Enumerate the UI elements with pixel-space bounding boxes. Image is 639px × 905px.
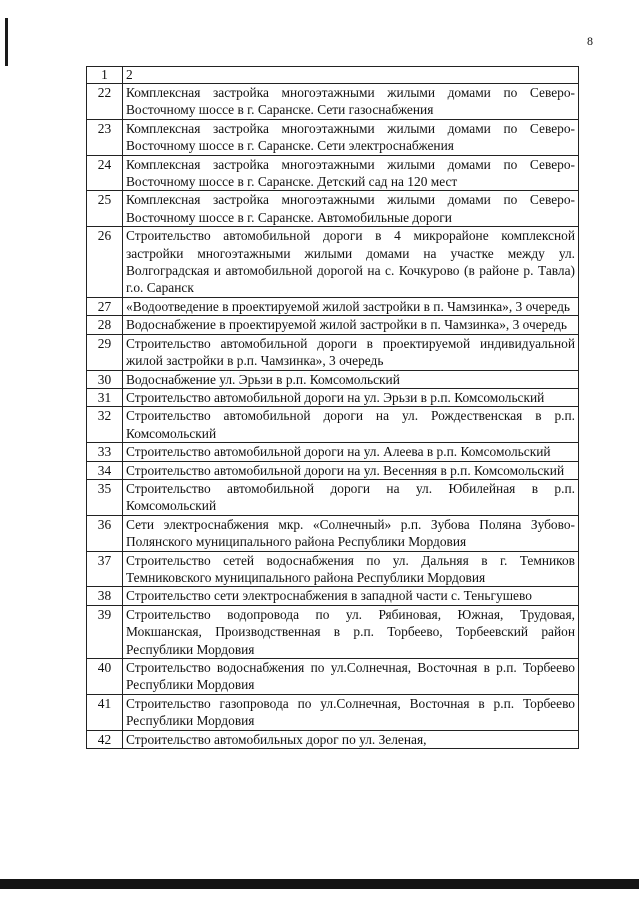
table-row (87, 119, 579, 155)
row-description: Водоснабжение в проектируемой жилой застройки в п. Чамзинка», 3 очередь (123, 316, 579, 334)
row-description: Сети электроснабжения мкр. «Солнечный» р.п. Зубова Поляна Зубово-Полянского муниципального района Республики Мордовия (123, 515, 579, 551)
row-description: Строительство автомобильной дороги в 4 микрорайоне комплексной застройки многоэтажными жилыми домами на участке между ул. Волгоградская и автомобильной дорогой на с. Кочкурово (в районе р. Тавла) г.о. Саранск (123, 227, 579, 298)
row-number: 37 (87, 551, 123, 587)
table-row (87, 297, 579, 315)
table-row (87, 227, 579, 298)
row-number: 36 (87, 515, 123, 551)
row-description: Водоснабжение ул. Эрьзи в р.п. Комсомольский (123, 370, 579, 388)
row-number: 29 (87, 334, 123, 370)
row-number: 24 (87, 155, 123, 191)
scan-edge-mark (5, 18, 8, 66)
row-number: 39 (87, 605, 123, 658)
row-description: Строительство автомобильных дорог по ул. Зеленая, (123, 730, 579, 748)
row-number: 38 (87, 587, 123, 605)
row-number: 34 (87, 461, 123, 479)
row-number: 27 (87, 297, 123, 315)
table-row (87, 659, 579, 695)
table-row (87, 551, 579, 587)
table-row (87, 515, 579, 551)
table-row (87, 461, 579, 479)
row-description: Строительство автомобильной дороги на ул. Эрьзи в р.п. Комсомольский (123, 388, 579, 406)
row-description: Комплексная застройка многоэтажными жилыми домами по Северо-Восточному шоссе в г. Саранске. Сети электроснабжения (123, 119, 579, 155)
table-row (87, 84, 579, 120)
table-row (87, 730, 579, 748)
row-number: 28 (87, 316, 123, 334)
scan-bottom-bar (0, 879, 639, 889)
row-description: Строительство водопровода по ул. Рябиновая, Южная, Трудовая, Мокшанская, Производственная в р.п. Торбеево, Торбеевский район Республики Мордовия (123, 605, 579, 658)
row-description: Комплексная застройка многоэтажными жилыми домами по Северо-Восточному шоссе в г. Саранске. Автомобильные дороги (123, 191, 579, 227)
table-row (87, 479, 579, 515)
row-number: 31 (87, 388, 123, 406)
row-description: Строительство газопровода по ул.Солнечная, Восточная в р.п. Торбеево Республики Мордовия (123, 694, 579, 730)
row-number: 26 (87, 227, 123, 298)
projects-table (86, 66, 579, 749)
row-description: Строительство автомобильной дороги на ул. Алеева в р.п. Комсомольский (123, 443, 579, 461)
table-header-row (87, 67, 579, 84)
row-description: Строительство сетей водоснабжения по ул. Дальняя в г. Темников Темниковского муниципального района Республики Мордовия (123, 551, 579, 587)
row-number: 41 (87, 694, 123, 730)
table-row (87, 334, 579, 370)
table-row (87, 605, 579, 658)
row-description: Строительство водоснабжения по ул.Солнечная, Восточная в р.п. Торбеево Республики Мордовия (123, 659, 579, 695)
table-row (87, 587, 579, 605)
row-number: 22 (87, 84, 123, 120)
row-description: Строительство автомобильной дороги на ул. Весенняя в р.п. Комсомольский (123, 461, 579, 479)
row-number: 23 (87, 119, 123, 155)
row-number: 40 (87, 659, 123, 695)
row-description: Строительство сети электроснабжения в западной части с. Теньгушево (123, 587, 579, 605)
row-number: 32 (87, 407, 123, 443)
table-row (87, 316, 579, 334)
row-number: 42 (87, 730, 123, 748)
row-description: Комплексная застройка многоэтажными жилыми домами по Северо-Восточному шоссе в г. Саранске. Детский сад на 120 мест (123, 155, 579, 191)
table-row (87, 370, 579, 388)
row-number: 30 (87, 370, 123, 388)
header-col-2: 2 (123, 67, 579, 84)
row-description: Комплексная застройка многоэтажными жилыми домами по Северо-Восточному шоссе в г. Саранске. Сети газоснабжения (123, 84, 579, 120)
page-number: 8 (587, 34, 593, 48)
table-row (87, 443, 579, 461)
table-row (87, 388, 579, 406)
row-description: Строительство автомобильной дороги на ул. Юбилейная в р.п. Комсомольский (123, 479, 579, 515)
row-description: Строительство автомобильной дороги на ул. Рождественская в р.п. Комсомольский (123, 407, 579, 443)
table-row (87, 155, 579, 191)
row-number: 25 (87, 191, 123, 227)
row-number: 33 (87, 443, 123, 461)
table-row (87, 191, 579, 227)
table-row (87, 407, 579, 443)
table-row (87, 694, 579, 730)
row-description: Строительство автомобильной дороги в проектируемой индивидуальной жилой застройки в р.п. Чамзинка», 3 очередь (123, 334, 579, 370)
header-col-1: 1 (87, 67, 123, 84)
row-description: «Водоотведение в проектируемой жилой застройки в п. Чамзинка», 3 очередь (123, 297, 579, 315)
row-number: 35 (87, 479, 123, 515)
